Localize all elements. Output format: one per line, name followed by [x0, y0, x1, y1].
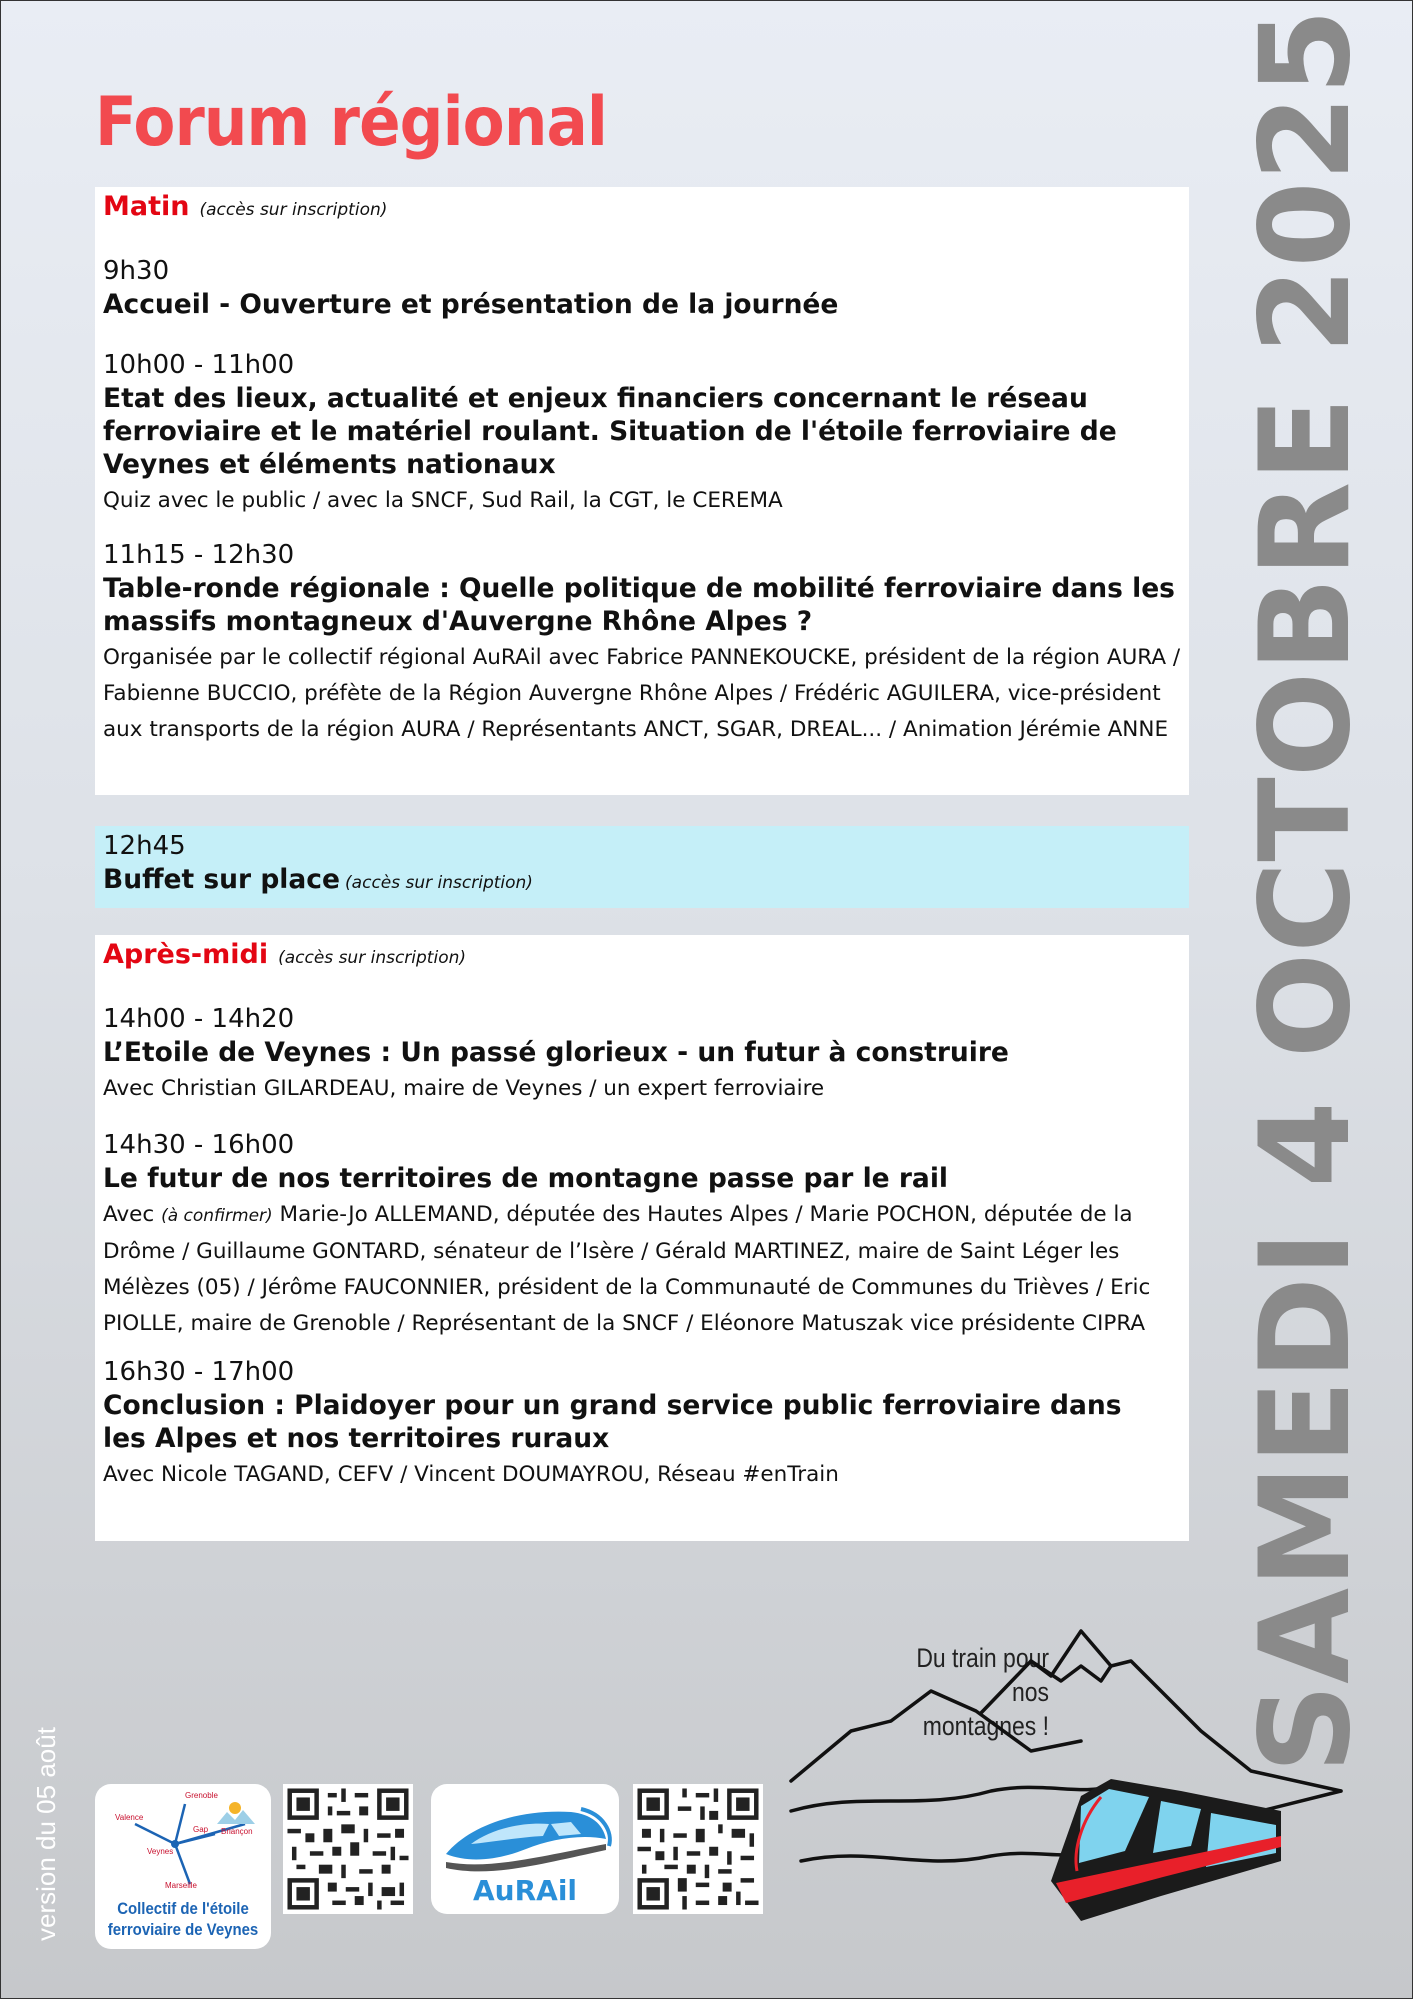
item-description-line: Mélèzes (05) / Jérôme FAUCONNIER, président de la Communauté de Communes du Trièves / Eric [103, 1275, 1151, 1300]
to-be-confirmed-note: (à confirmer) [161, 1206, 273, 1226]
qr-code-icon[interactable] [283, 1784, 413, 1914]
item-time: 14h00 - 14h20 [103, 1004, 295, 1034]
morning-label: Matin [103, 191, 190, 222]
item-description: Avec Nicole TAGAND, CEFV / Vincent DOUMAYROU, Réseau #enTrain [103, 1462, 839, 1487]
map-label: Briançon [221, 1827, 253, 1836]
map-label: Gap [193, 1825, 209, 1834]
collectif-name-line: ferroviaire de Veynes [107, 1920, 259, 1939]
aurail-train-logo [431, 1784, 619, 1914]
item-time: 11h15 - 12h30 [103, 540, 295, 570]
page-title: Forum régional [95, 83, 607, 162]
item-time: 10h00 - 11h00 [103, 350, 295, 380]
train-icon [1051, 1779, 1281, 1921]
collectif-name-line: Collectif de l'étoile [117, 1899, 249, 1918]
item-title-line: massifs montagneux d'Auvergne Rhône Alpes ? [103, 606, 813, 637]
item-description-line: aux transports de la région AURA / Représentants ANCT, SGAR, DREAL... / Animation Jérémie ANNE [103, 717, 1169, 742]
aurail-name: AuRAil [472, 1874, 578, 1907]
item-description: Quiz avec le public / avec la SNCF, Sud Rail, la CGT, le CEREMA [103, 488, 783, 513]
date-banner-wrap [1234, 8, 1378, 1774]
version-note: version du 05 août [31, 1727, 61, 1941]
qr-code-icon[interactable] [633, 1784, 763, 1914]
item-title-line: Table-ronde régionale : Quelle politique de mobilité ferroviaire dans les [103, 573, 1175, 604]
buffet-section [95, 826, 1189, 908]
morning-header [103, 191, 1189, 227]
slogan-line: Du train pour [916, 1643, 1049, 1673]
afternoon-label: Après-midi [103, 939, 269, 970]
map-label: Valence [115, 1813, 144, 1822]
afternoon-header [103, 939, 1189, 975]
item-title: L’Etoile de Veynes : Un passé glorieux - un futur à construire [103, 1037, 1009, 1068]
collectif-name [106, 1898, 261, 1940]
item-description-line: Organisée par le collectif régional AuRAil avec Fabrice PANNEKOUCKE, président de la région AURA / [103, 645, 1181, 670]
item-title: Le futur de nos territoires de montagne passe par le rail [103, 1163, 948, 1194]
item-description-line: PIOLLE, maire de Grenoble / Représentant de la SNCF / Eléonore Matuszak vice présidente CIPRA [103, 1311, 1146, 1336]
item-description-line: Drôme / Guillaume GONTARD, sénateur de l’Isère / Gérald MARTINEZ, maire de Saint Léger les [103, 1239, 1120, 1264]
collectif-logo[interactable] [95, 1784, 271, 1949]
item-time: 14h30 - 16h00 [103, 1130, 295, 1160]
item-title-line: Conclusion : Plaidoyer pour un grand service public ferroviaire dans [103, 1390, 1122, 1421]
item-title-line: ferroviaire et le matériel roulant. Situation de l'étoile ferroviaire de [103, 416, 1117, 447]
mountain-train-illustration [781, 1621, 1361, 1961]
buffet-time: 12h45 [103, 831, 186, 861]
agenda-item [103, 539, 1189, 748]
item-description-line [103, 1197, 1189, 1234]
morning-note: (accès sur inscription) [199, 200, 388, 220]
item-title-line: les Alpes et nos territoires ruraux [103, 1423, 610, 1454]
agenda-item [103, 1003, 1189, 1107]
map-label: Grenoble [185, 1791, 218, 1800]
item-time: 16h30 - 17h00 [103, 1357, 295, 1387]
afternoon-note: (accès sur inscription) [278, 948, 466, 968]
agenda-item [103, 349, 1189, 519]
item-title-line: Etat des lieux, actualité et enjeux financiers concernant le réseau [103, 383, 1088, 414]
desc-prefix: Avec [103, 1202, 155, 1227]
item-time: 9h30 [103, 256, 170, 286]
map-label: Veynes [147, 1847, 174, 1856]
item-description-line: Fabienne BUCCIO, préfète de la Région Auvergne Rhône Alpes / Frédéric AGUILERA, vice-président [103, 681, 1161, 706]
agenda-item [103, 1356, 1189, 1493]
rail-network-map-icon [95, 1784, 271, 1894]
agenda-item [103, 255, 1189, 321]
item-description: Avec Christian GILARDEAU, maire de Veynes / un expert ferroviaire [103, 1076, 825, 1101]
afternoon-section [95, 935, 1189, 1541]
desc-text: Marie-Jo ALLEMAND, députée des Hautes Alpes / Marie POCHON, députée de la [279, 1202, 1133, 1227]
aurail-logo[interactable] [431, 1784, 619, 1914]
item-title-line: Veynes et éléments nationaux [103, 449, 556, 480]
map-label: Marseille [165, 1881, 198, 1890]
item-title: Accueil - Ouverture et présentation de la journée [103, 289, 839, 320]
agenda-item [103, 1129, 1189, 1342]
buffet-title: Buffet sur place [103, 864, 340, 895]
slogan-line: nos montagnes ! [922, 1677, 1049, 1741]
buffet-note: (accès sur inscription) [345, 873, 533, 893]
morning-section [95, 187, 1189, 795]
date-banner: SAMEDI 4 OCTOBRE 2025 [1234, 8, 1378, 1774]
